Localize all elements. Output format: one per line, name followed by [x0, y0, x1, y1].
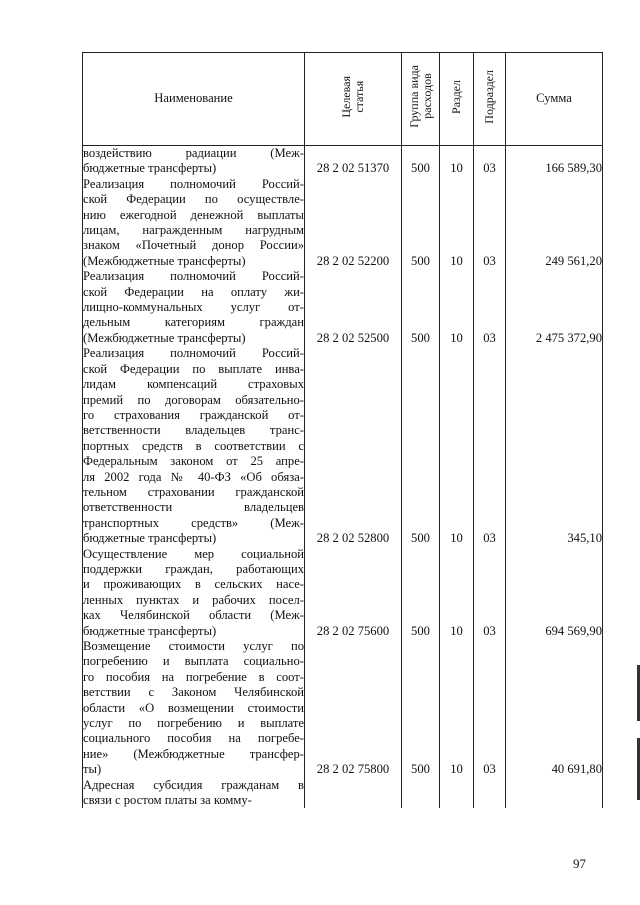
sum-cell	[506, 778, 603, 809]
section-cell: 10	[440, 177, 474, 269]
row-name-line: лицам, награжденным нагрудным	[83, 223, 304, 238]
row-name-line: ленных пунктах и рабочих посел-	[83, 592, 304, 607]
row-name-line: премий по договорам обязательно-	[83, 392, 304, 407]
row-name-cell	[83, 639, 305, 778]
subsection-cell: 03	[474, 269, 506, 346]
subsection-cell	[474, 778, 506, 809]
expense-group-cell: 500	[402, 547, 440, 639]
row-name-line: Федеральным законом от 25 апре-	[83, 454, 304, 469]
row-name-line: ля 2002 года № 40-ФЗ «Об обяза-	[83, 469, 304, 484]
target-article-cell	[305, 778, 402, 809]
header-name: Наименование	[83, 53, 305, 146]
row-name-line: бюджетные трансферты)	[83, 623, 217, 638]
section-cell: 10	[440, 346, 474, 546]
row-name-line: го пособия на погребение в соот-	[83, 669, 304, 684]
expense-group-cell: 500	[402, 177, 440, 269]
row-name-line: Реализация полномочий Россий-	[83, 176, 304, 191]
row-name-cell	[83, 146, 305, 177]
target-article-cell: 28 2 02 52800	[305, 346, 402, 546]
row-name-line: Осуществление мер социальной	[83, 546, 304, 561]
table-row	[83, 177, 603, 269]
table-row	[83, 346, 603, 546]
row-name-line: воздействию радиации (Меж-	[83, 146, 304, 160]
header-subsection: Подраздел	[474, 53, 506, 146]
sum-cell: 40 691,80	[506, 639, 603, 778]
row-name-line: ответственности владельцев	[83, 500, 304, 515]
section-cell: 10	[440, 269, 474, 346]
header-sum: Сумма	[506, 53, 603, 146]
row-name-line: ние» (Межбюджетные трансфер-	[83, 746, 304, 761]
row-name-line: лищно-коммунальных услуг от-	[83, 300, 304, 315]
row-name-line: бюджетные трансферты)	[83, 161, 217, 176]
row-name-line: ках Челябинской области (Меж-	[83, 608, 304, 623]
row-name-line: ской Федерации на оплату жи-	[83, 284, 304, 299]
subsection-cell: 03	[474, 547, 506, 639]
header-expense-group: Группа вида расходов	[402, 53, 440, 146]
table-row	[83, 146, 603, 177]
section-cell: 10	[440, 547, 474, 639]
subsection-cell: 03	[474, 639, 506, 778]
row-name-line: области «О возмещении стоимости	[83, 700, 304, 715]
row-name-line: транспортных средств» (Меж-	[83, 515, 304, 530]
target-article-cell: 28 2 02 51370	[305, 146, 402, 177]
sum-cell: 2 475 372,90	[506, 269, 603, 346]
sum-cell: 694 569,90	[506, 547, 603, 639]
subsection-cell: 03	[474, 346, 506, 546]
row-name-line: Возмещение стоимости услуг по	[83, 639, 304, 653]
row-name-line: (Межбюджетные трансферты)	[83, 253, 246, 268]
table-row	[83, 269, 603, 346]
row-name-line: поддержки граждан, работающих	[83, 561, 304, 576]
row-name-line: погребению и выплата социально-	[83, 654, 304, 669]
row-name-cell	[83, 547, 305, 639]
table-row	[83, 547, 603, 639]
row-name-line: социального пособия на погребе-	[83, 731, 304, 746]
table-row	[83, 778, 603, 809]
row-name-line: го страхования гражданской от-	[83, 407, 304, 422]
row-name-line: услуг по погребению и выплате	[83, 716, 304, 731]
table-row	[83, 639, 603, 778]
header-section: Раздел	[440, 53, 474, 146]
sum-cell: 166 589,30	[506, 146, 603, 177]
row-name-line: и проживающих в сельских насе-	[83, 577, 304, 592]
expense-group-cell: 500	[402, 346, 440, 546]
target-article-cell: 28 2 02 52200	[305, 177, 402, 269]
section-cell: 10	[440, 146, 474, 177]
row-name-line: связи с ростом платы за комму-	[83, 793, 252, 808]
row-name-cell	[83, 269, 305, 346]
row-name-line: (Межбюджетные трансферты)	[83, 330, 246, 345]
row-name-line: ской Федерации по выплате инва-	[83, 361, 304, 376]
row-name-line: ветствии с Законом Челябинской	[83, 685, 304, 700]
header-target-article: Целевая статья	[305, 53, 402, 146]
row-name-line: лидам компенсаций страховых	[83, 377, 304, 392]
section-cell	[440, 778, 474, 809]
row-name-line: дельным категориям граждан	[83, 315, 304, 330]
row-name-line: ветственности владельцев транс-	[83, 423, 304, 438]
row-name-line: ской Федерации по осуществле-	[83, 192, 304, 207]
row-name-line: Реализация полномочий Россий-	[83, 269, 304, 284]
subsection-cell: 03	[474, 177, 506, 269]
target-article-cell: 28 2 02 52500	[305, 269, 402, 346]
row-name-line: бюджетные трансферты)	[83, 531, 217, 546]
expense-group-cell: 500	[402, 269, 440, 346]
expense-group-cell: 500	[402, 639, 440, 778]
row-name-cell	[83, 778, 305, 809]
expense-group-cell: 500	[402, 146, 440, 177]
row-name-line: Реализация полномочий Россий-	[83, 346, 304, 361]
section-cell: 10	[440, 639, 474, 778]
row-name-line: тельном страховании гражданской	[83, 484, 304, 499]
row-name-line: портных средств в соответствии с	[83, 438, 304, 453]
sum-cell: 345,10	[506, 346, 603, 546]
row-name-cell	[83, 346, 305, 546]
row-name-cell	[83, 177, 305, 269]
table-header-row	[83, 53, 603, 146]
row-name-line: Адресная субсидия гражданам в	[83, 777, 304, 792]
row-name-line: нию ежегодной денежной выплаты	[83, 207, 304, 222]
page-number: 97	[573, 856, 586, 871]
expense-group-cell	[402, 778, 440, 809]
budget-table	[82, 52, 603, 808]
target-article-cell: 28 2 02 75600	[305, 547, 402, 639]
row-name-line: знаком «Почетный донор России»	[83, 238, 304, 253]
row-name-line: ты)	[83, 762, 102, 777]
sum-cell: 249 561,20	[506, 177, 603, 269]
subsection-cell: 03	[474, 146, 506, 177]
target-article-cell: 28 2 02 75800	[305, 639, 402, 778]
